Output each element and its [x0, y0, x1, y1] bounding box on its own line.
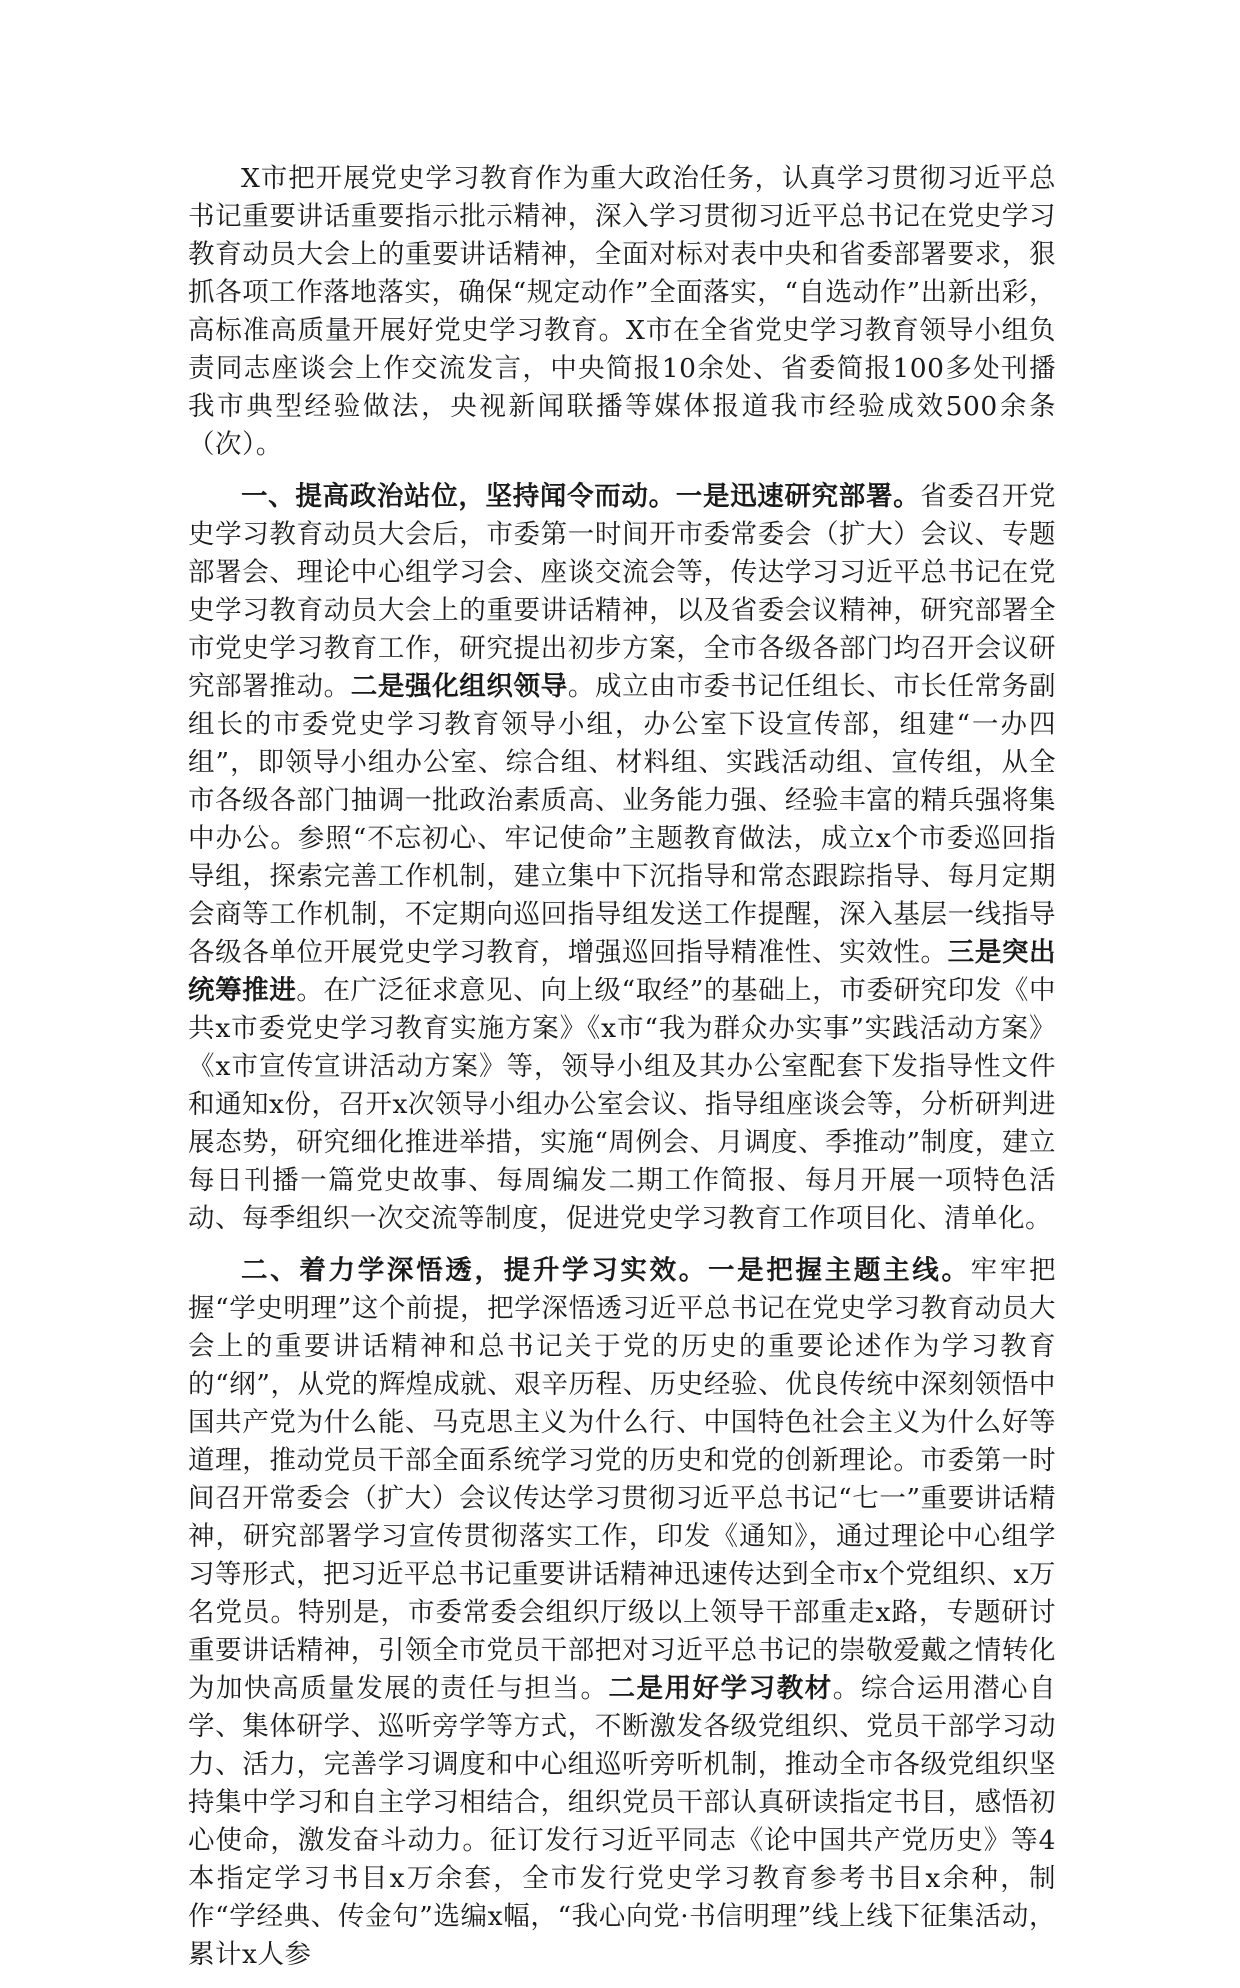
paragraph-section-1 [188, 478, 1056, 1238]
document-page [188, 160, 1056, 1988]
section-2-heading: 二、着力学深悟透，提升学习实效。 [241, 1255, 708, 1286]
section-2-point-2-heading: 二是用好学习教材 [608, 1673, 833, 1704]
section-1-point-3-heading: 三是突出统筹推进 [188, 937, 1057, 1006]
section-2-point-2-text: 。综合运用潜心自学、集体研学、巡听旁学等方式，不断激发各级党组织、党员干部学习动力、活力，完善学习调度和中心组巡听旁听机制，推动全市各级党组织坚持集中学习和自主学习相结合，组织党员干部认真研读指定书目，感悟初心使命，激发奋斗动力。征订发行习近平同志《论中国共产党历史》等4本指定学习书目x万余套，全市发行党史学习教育参考书目x余种，制作“学经典、传金句”选编x幅，“我心向党·书信明理”线上线下征集活动，累计x人参 [188, 1673, 1057, 1970]
paragraph-section-2 [188, 1252, 1056, 1974]
section-2-point-1-text: 牢牢把握“学史明理”这个前提，把学深悟透习近平总书记在党史学习教育动员大会上的重要讲话精神和总书记关于党的历史的重要论述作为学习教育的“纲”，从党的辉煌成就、艰辛历程、历史经验、优良传统中深刻领悟中国共产党为什么能、马克思主义为什么行、中国特色社会主义为什么好等道理，推动党员干部全面系统学习党的历史和党的创新理论。市委第一时间召开常委会（扩大）会议传达学习贯彻习近平总书记“七一”重要讲话精神，研究部署学习宣传贯彻落实工作，印发《通知》，通过理论中心组学习等形式，把习近平总书记重要讲话精神迅速传达到全市x个党组织、x万名党员。特别是，市委常委会组织厅级以上领导干部重走x路，专题研讨重要讲话精神，引领全市党员干部把对习近平总书记的崇敬爱戴之情转化为加快高质量发展的责任与担当。 [188, 1255, 1057, 1704]
intro-text: X市把开展党史学习教育作为重大政治任务，认真学习贯彻习近平总书记重要讲话重要指示批示精神，深入学习贯彻习近平总书记在党史学习教育动员大会上的重要讲话精神，全面对标对表中央和省委部署要求，狠抓各项工作落地落实，确保“规定动作”全面落实，“自选动作”出新出彩，高标准高质量开展好党史学习教育。X市在全省党史学习教育领导小组负责同志座谈会上作交流发言，中央简报10余处、省委简报100多处刊播我市典型经验做法，央视新闻联播等媒体报道我市经验成效500余条（次）。 [188, 163, 1056, 460]
section-1-point-1-heading: 一是迅速研究部署。 [675, 481, 921, 512]
paragraph-intro [188, 160, 1056, 464]
section-2-point-1-heading: 一是把握主题主线。 [707, 1255, 971, 1286]
section-1-point-1-text: 省委召开党史学习教育动员大会后，市委第一时间开市委常委会（扩大）会议、专题部署会、理论中心组学习会、座谈交流会等，传达学习习近平总书记在党史学习教育动员大会上的重要讲话精神，以及省委会议精神，研究部署全市党史学习教育工作，研究提出初步方案，全市各级各部门均召开会议研究部署推动。 [188, 481, 1057, 702]
section-1-point-2-heading: 二是强化组织领导 [350, 671, 568, 702]
section-1-point-3-text: 。在广泛征求意见、向上级“取经”的基础上，市委研究印发《中共x市委党史学习教育实施方案》《x市“我为群众办实事”实践活动方案》《x市宣传宣讲活动方案》等，领导小组及其办公室配套下发指导性文件和通知x份，召开x次领导小组办公室会议、指导组座谈会等，分析研判进展态势，研究细化推进举措，实施“周例会、月调度、季推动”制度，建立每日刊播一篇党史故事、每周编发二期工作简报、每月开展一项特色活动、每季组织一次交流等制度，促进党史学习教育工作项目化、清单化。 [188, 975, 1056, 1234]
section-1-point-2-text: 。成立由市委书记任组长、市长任常务副组长的市委党史学习教育领导小组，办公室下设宣传部，组建“一办四组”，即领导小组办公室、综合组、材料组、实践活动组、宣传组，从全市各级各部门抽调一批政治素质高、业务能力强、经验丰富的精兵强将集中办公。参照“不忘初心、牢记使命”主题教育做法，成立x个市委巡回指导组，探索完善工作机制，建立集中下沉指导和常态跟踪指导、每月定期会商等工作机制，不定期向巡回指导组发送工作提醒，深入基层一线指导各级各单位开展党史学习教育，增强巡回指导精准性、实效性。 [188, 671, 1057, 968]
section-1-heading: 一、提高政治站位，坚持闻令而动。 [241, 481, 676, 512]
